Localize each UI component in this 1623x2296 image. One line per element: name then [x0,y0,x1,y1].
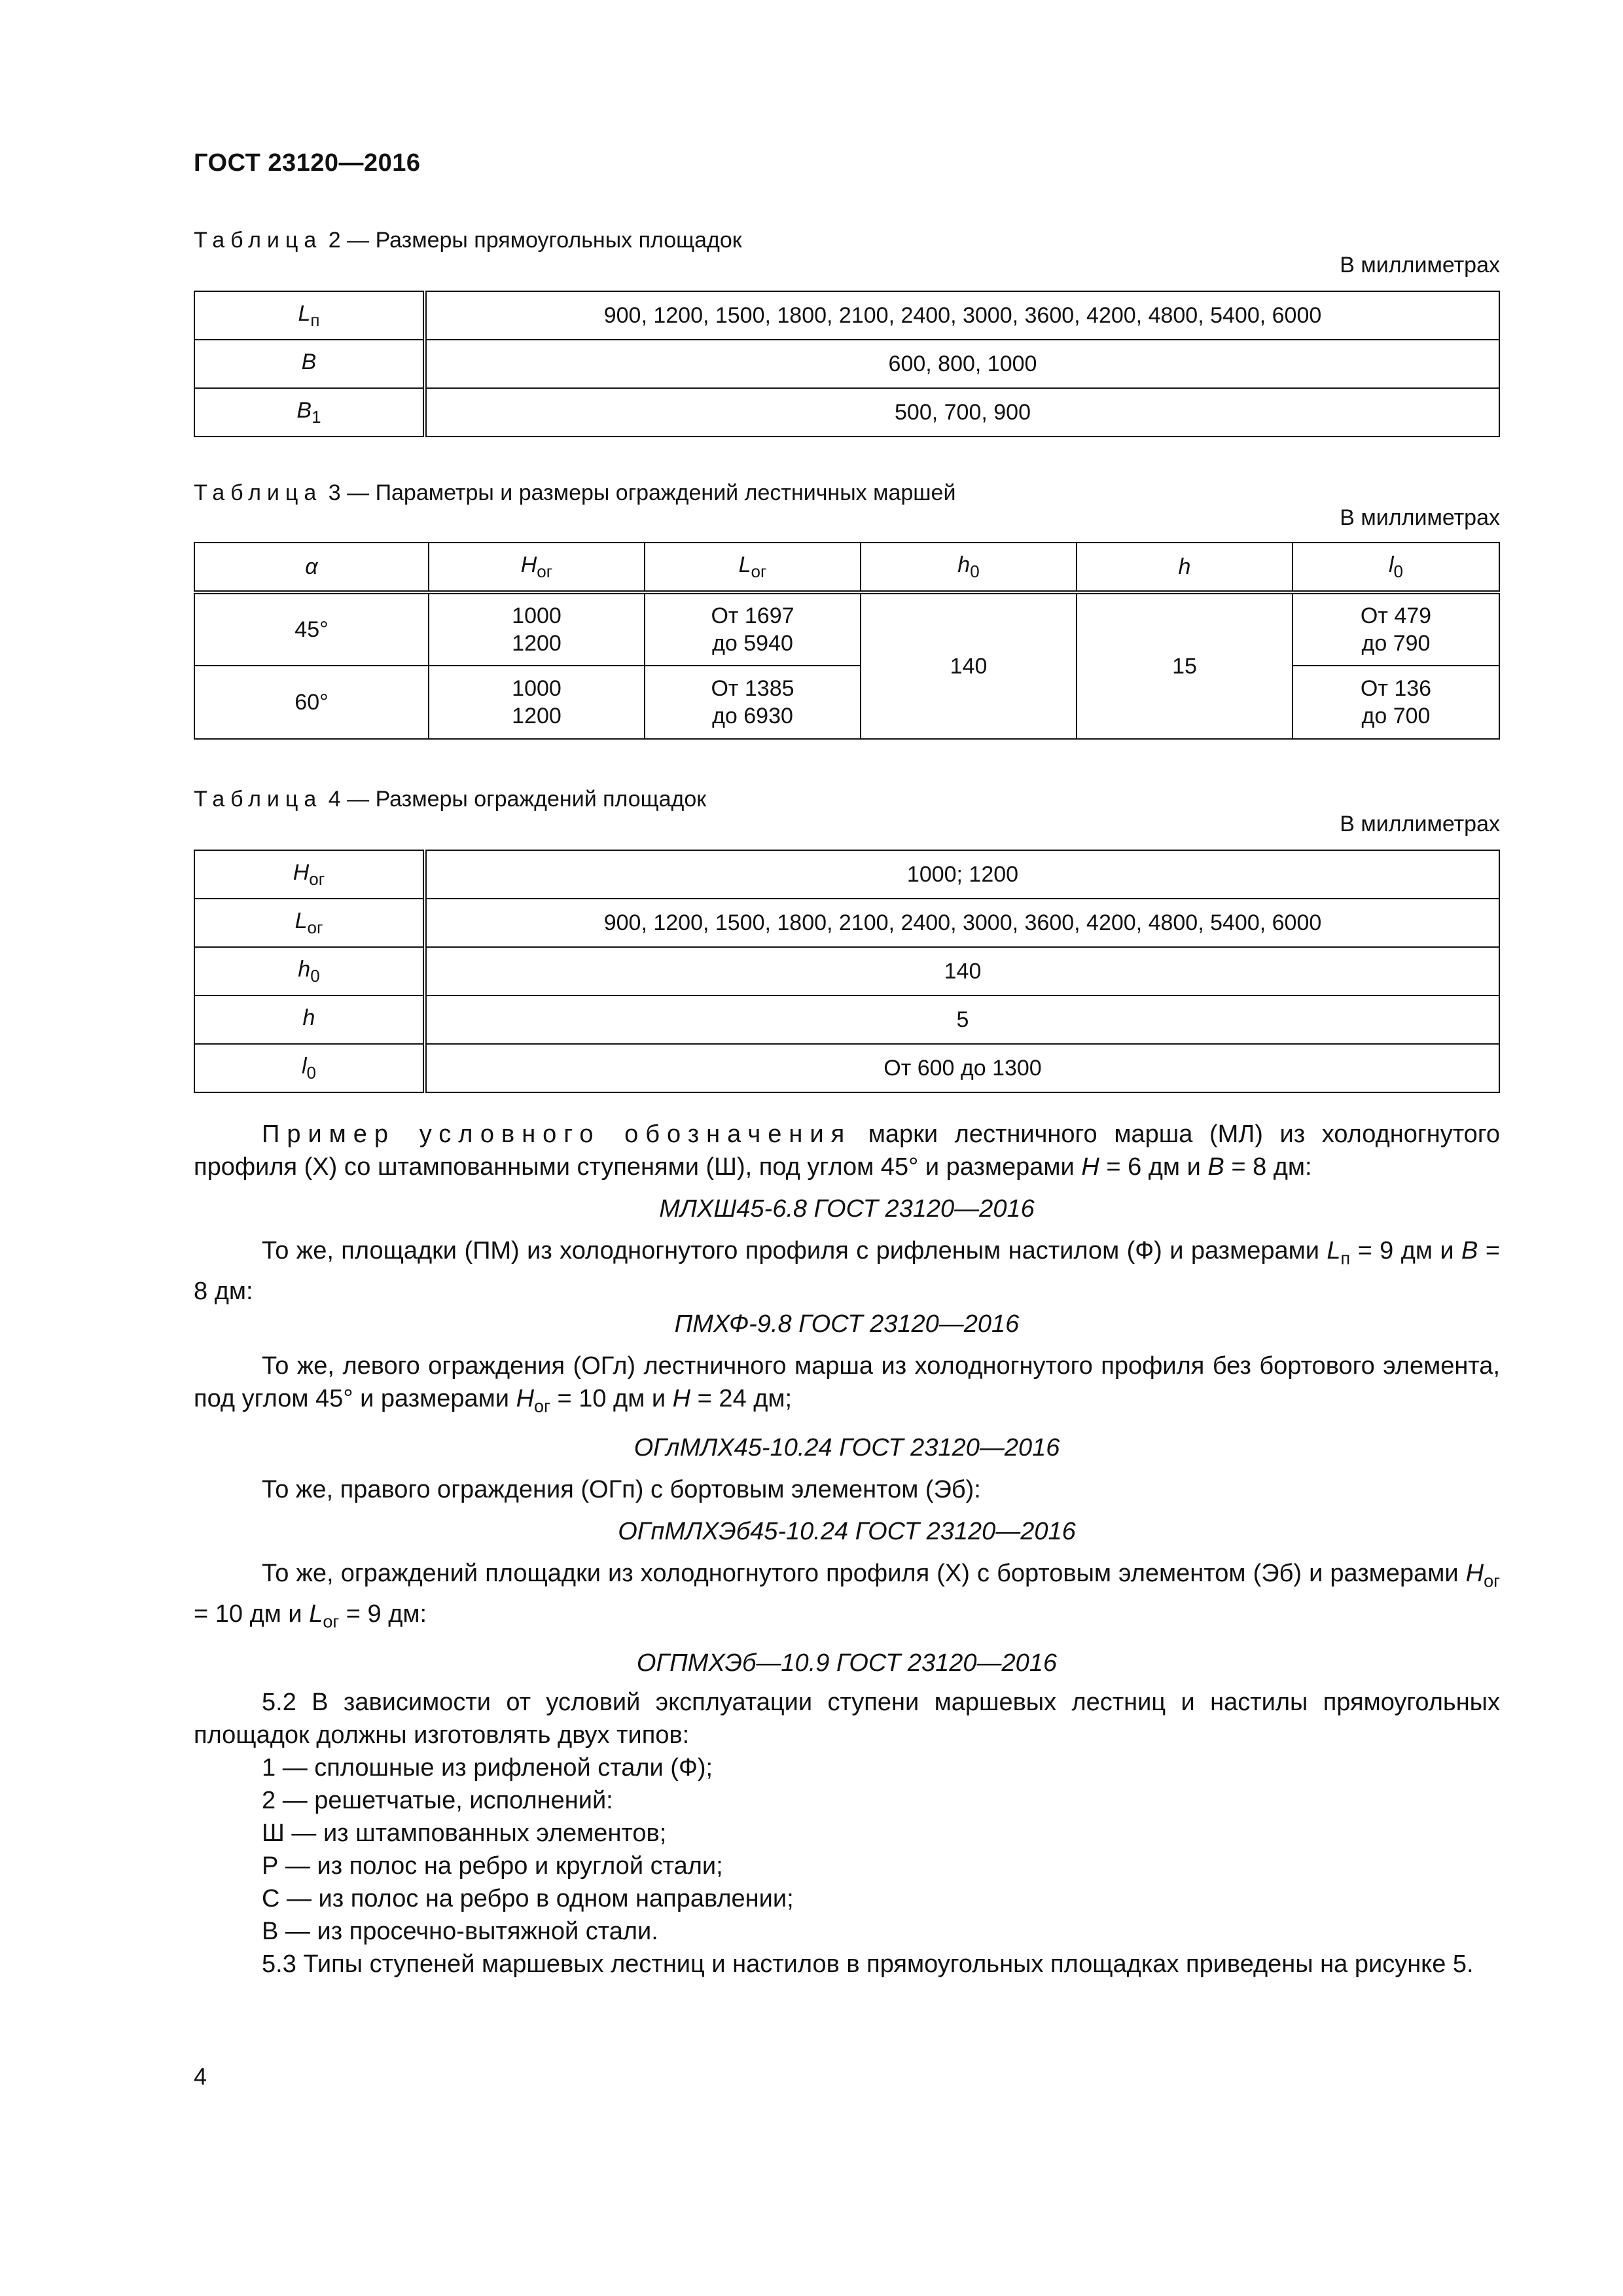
caption-word: Таблица [194,228,323,253]
designation-code: ОГлМЛХ45-10.24 ГОСТ 23120—2016 [633,1434,1060,1462]
value-cell: 900, 1200, 1500, 1800, 2100, 2400, 3000, 3600, 4200, 4800, 5400, 6000 [425,291,1499,340]
designation-code: ОГпМЛХЭб45-10.24 ГОСТ 23120—2016 [618,1518,1076,1546]
example-paragraph: Пример условного обозначения марки лестничного марша (МЛ) из холодногнутого профиля (Х) со штампованными ступенями (Ш), под углом 45° и размерами H = 6 дм и B = 8 дм: [194,1121,1500,1181]
list-item: Ш — из штампованных элементов; [262,1820,667,1848]
value-cell: 5 [425,996,1499,1044]
table-row [194,388,1499,437]
symbol-cell: $L_п$ [194,291,425,340]
clause-5-2: 5.2 В зависимости от условий эксплуатации ступени маршевых лестниц и настилы прямоугольных площадок должны изготовлять двух типов: [194,1689,1500,1749]
example-paragraph: То же, левого ограждения (ОГл) лестничного марша из холодногнутого профиля без бортового элемента, под углом 45° и размерами $H_{ог} = 10$ дм и H = 24 дм; [194,1352,1500,1416]
value-cell: 500, 700, 900 [425,388,1499,437]
example-paragraph: То же, ограждений площадки из холодногнутого профиля (Х) с бортовым элементом (Эб) и размерами $H_{ог} = 10$ дм и $L_{ог} = 9$ дм: [194,1560,1500,1632]
h-cell: 15 [1077,592,1293,739]
caption-word: Таблица [194,787,323,812]
value-cell: 140 [425,947,1499,996]
table3-caption [194,480,955,506]
clause-5-3: 5.3 Типы ступеней маршевых лестниц и настилов в прямоугольных площадках приведены на рисунке 5. [262,1950,1474,1979]
caption-word: Таблица [194,480,323,505]
list-item: С — из полос на ребро в одном направлении; [262,1885,794,1913]
symbol-cell: $L_{ог}$ [194,899,425,947]
header-cell: $L_{ог}$ [645,543,861,592]
l0-cell: От 136 до 700 [1293,666,1499,739]
h0-cell: 140 [861,592,1077,739]
designation-code: ОГПМХЭб—10.9 ГОСТ 23120—2016 [636,1649,1058,1677]
page-number: 4 [194,2063,207,2090]
table-row [194,340,1499,388]
l-og-cell: От 1385 до 6930 [645,666,861,739]
table3 [194,542,1500,740]
h-og-cell: 1000 1200 [429,666,645,739]
value-cell: 900, 1200, 1500, 1800, 2100, 2400, 3000, 3600, 4200, 4800, 5400, 6000 [425,899,1499,947]
header-cell: $l_0$ [1293,543,1499,592]
l0-cell: От 479 до 790 [1293,592,1499,666]
table4 [194,850,1500,1093]
alpha-cell: 60° [194,666,429,739]
symbol-cell: $h_0$ [194,947,425,996]
table3-unit: В миллиметрах [1340,505,1500,530]
table4-unit: В миллиметрах [1340,812,1500,836]
symbol-cell: $B_1$ [194,388,425,437]
table2 [194,291,1500,437]
symbol-cell: $l_0$ [194,1044,425,1092]
value-cell: 600, 800, 1000 [425,340,1499,388]
list-item: Р — из полос на ребро и круглой стали; [262,1852,723,1880]
header-cell: h [1077,543,1293,592]
table2-unit: В миллиметрах [1340,253,1500,278]
list-item: В — из просечно-вытяжной стали. [262,1918,658,1946]
header-cell: $h_0$ [861,543,1077,592]
table4-caption [194,787,706,812]
body-text [194,1118,1500,1981]
example-paragraph: То же, правого ограждения (ОГп) с бортовым элементом (Эб): [262,1476,981,1504]
table-row [194,592,1499,666]
table-row [194,666,1499,739]
symbol-cell: B [194,340,425,388]
header-cell: α [194,543,429,592]
table2-caption [194,228,742,253]
table-row [194,947,1499,996]
value-cell: От 600 до 1300 [425,1044,1499,1092]
table-row [194,850,1499,899]
header-cell: $H_{ог}$ [429,543,645,592]
designation-code: МЛХШ45-6.8 ГОСТ 23120—2016 [659,1195,1035,1223]
table-row [194,996,1499,1044]
symbol-cell: h [194,996,425,1044]
table-row [194,899,1499,947]
symbol-cell: $H_{ог}$ [194,850,425,899]
value-cell: 1000; 1200 [425,850,1499,899]
table-row [194,291,1499,340]
caption-text: 2 — Размеры прямоугольных площадок [328,228,742,253]
table-header-row [194,543,1499,592]
example-paragraph: То же, площадки (ПМ) из холодногнутого профиля с рифленым настилом (Ф) и размерами $L_п = 9$ дм и B = 8 дм: [194,1237,1501,1305]
caption-text: 3 — Параметры и размеры ограждений лестничных маршей [328,480,956,505]
h-og-cell: 1000 1200 [429,592,645,666]
alpha-cell: 45° [194,592,429,666]
list-item: 2 — решетчатые, исполнений: [262,1787,613,1815]
document-header: ГОСТ 23120—2016 [194,149,421,177]
list-item: 1 — сплошные из рифленой стали (Ф); [262,1754,713,1782]
l-og-cell: От 1697 до 5940 [645,592,861,666]
caption-text: 4 — Размеры ограждений площадок [328,787,707,812]
designation-code: ПМХФ-9.8 ГОСТ 23120—2016 [674,1310,1020,1338]
table-row [194,1044,1499,1092]
